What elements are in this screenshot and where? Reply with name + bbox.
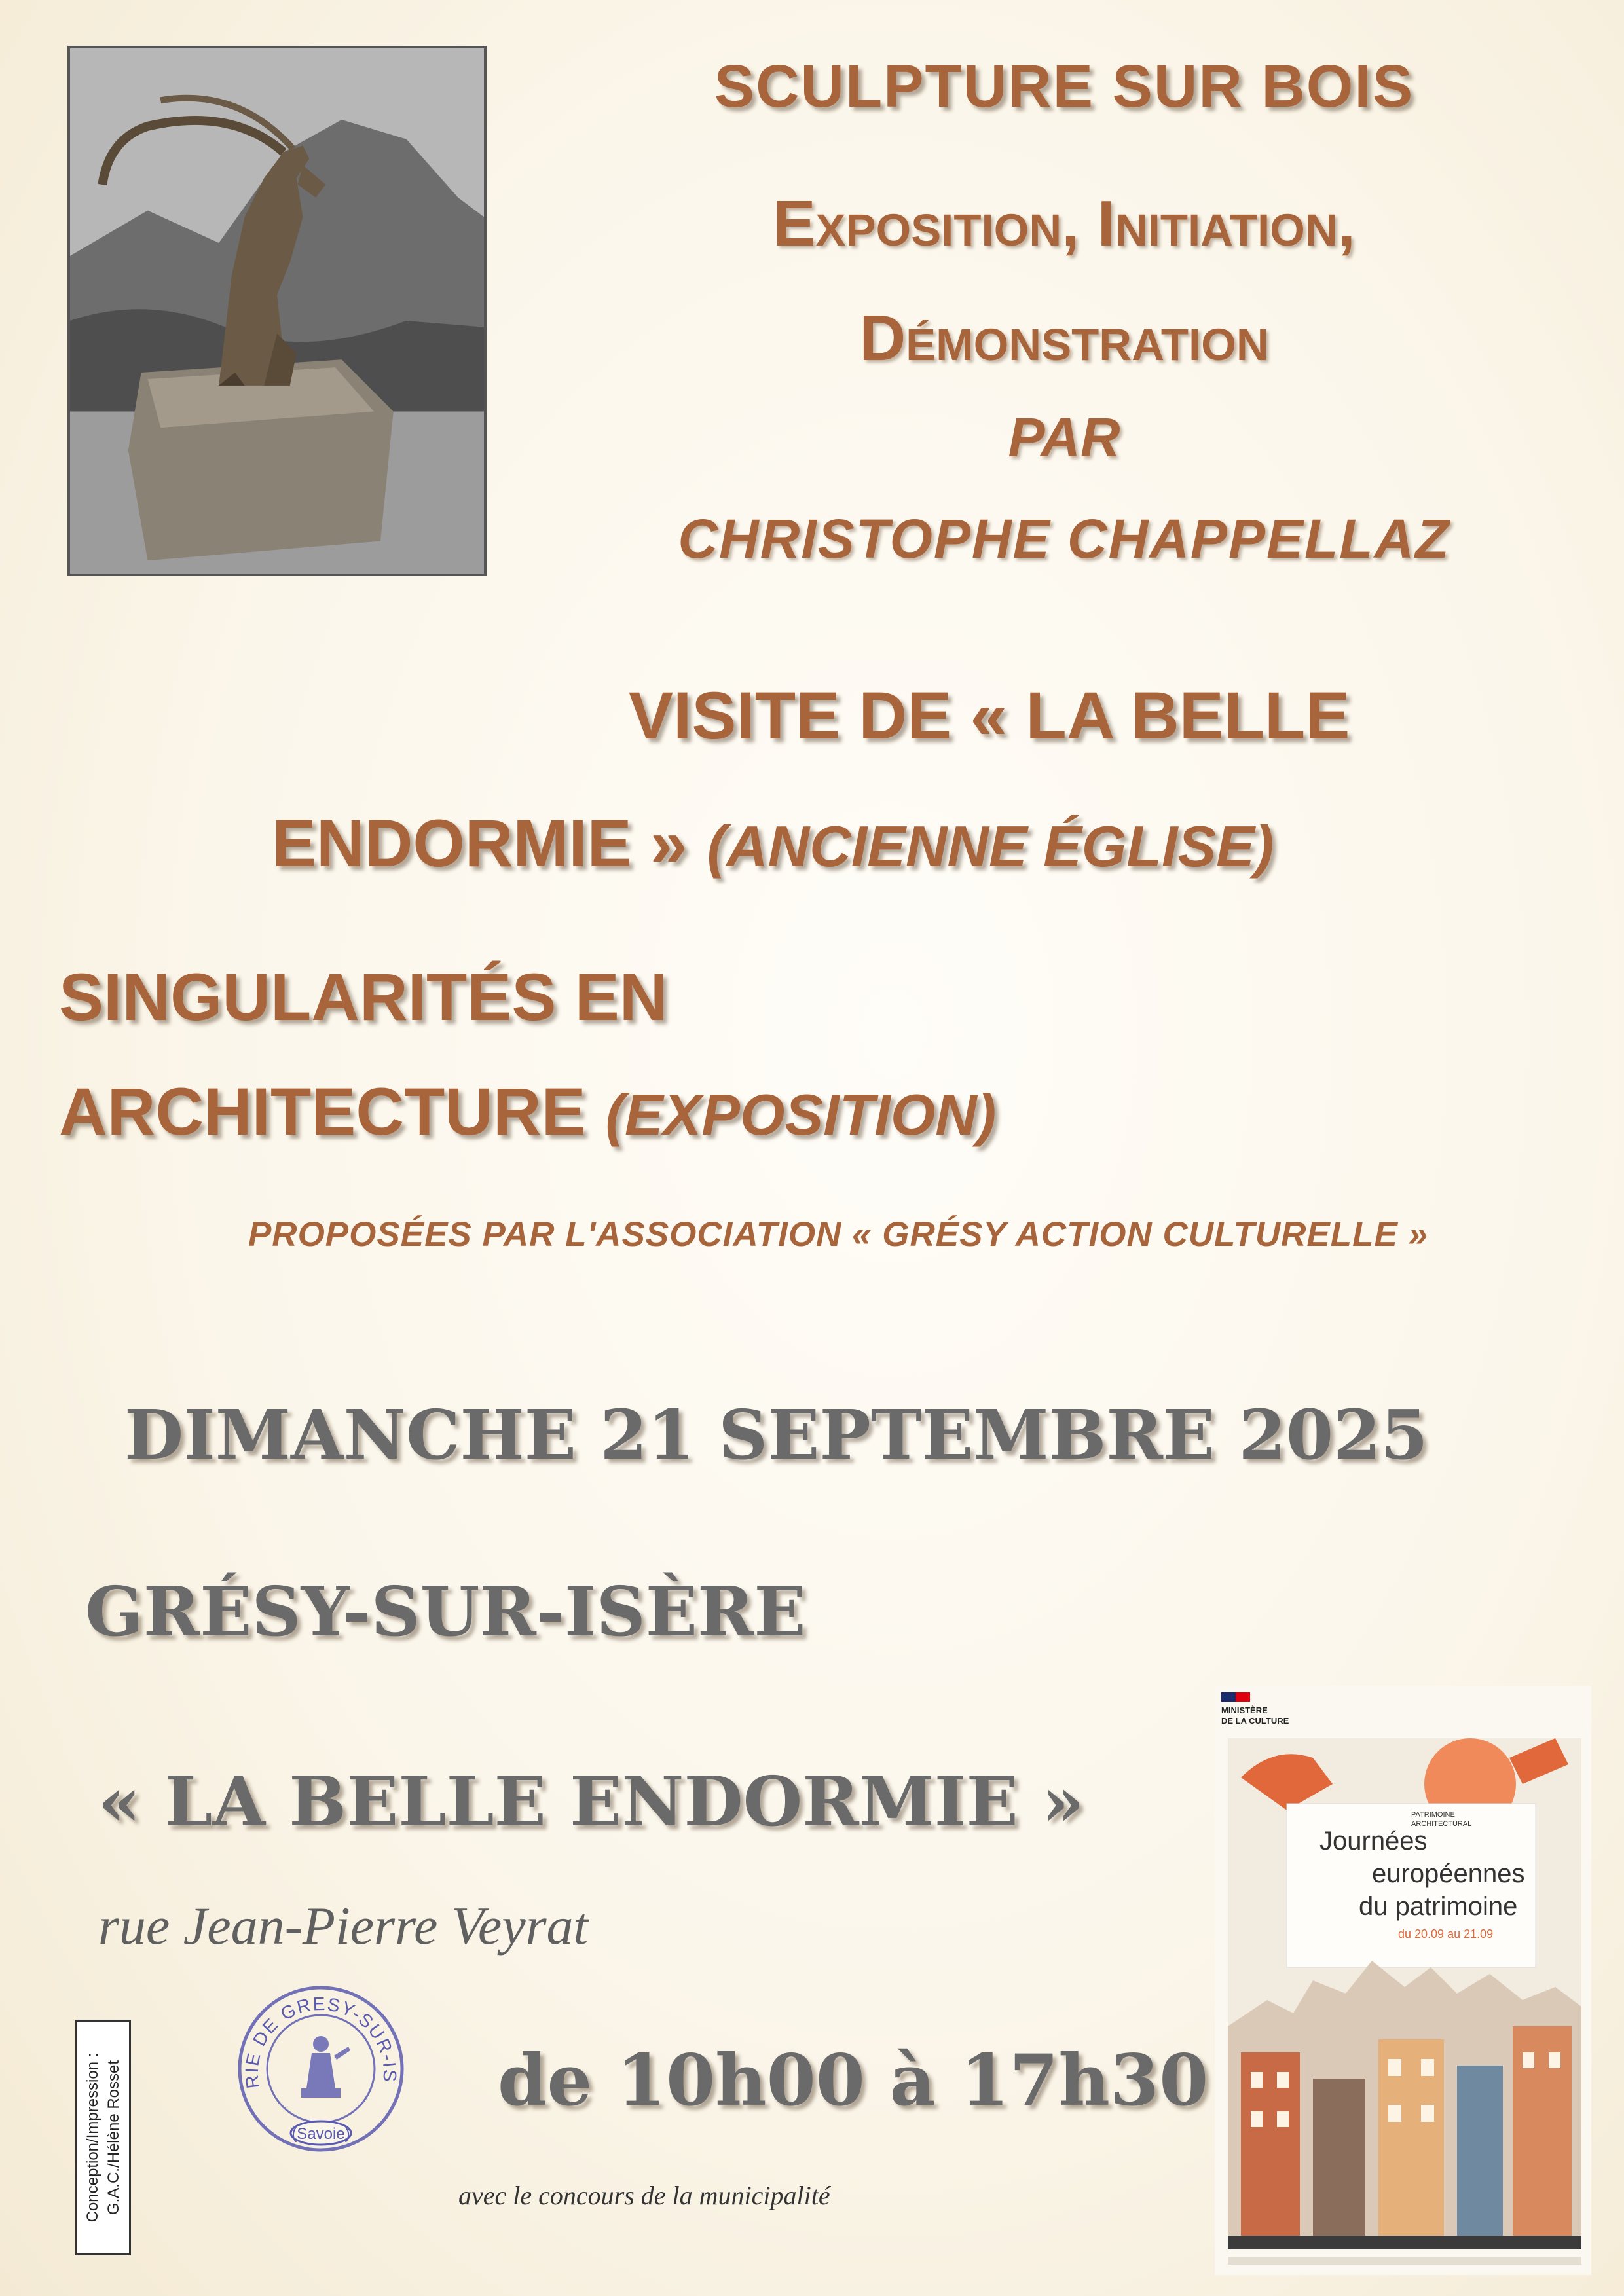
svg-text:du patrimoine: du patrimoine [1359,1892,1518,1921]
title-sculpture-sur-bois: SCULPTURE SUR BOIS [714,53,1414,120]
mairie-stamp [236,1984,406,2154]
conception-text [83,2053,124,2223]
event-hours: de 10h00 à 17h30 [498,2039,1209,2122]
singularites-architecture: ARCHITECTURE [59,1074,586,1149]
svg-text:MINISTÈRE: MINISTÈRE [1221,1705,1268,1715]
svg-text:du 20.09 au 21.09: du 20.09 au 21.09 [1398,1927,1494,1941]
svg-text:MAIRIE DE GRESY-SUR-ISERE: RIE DE GRESY-SUR-IS [241,1994,401,2090]
ibex-sculpture-photo [67,46,487,576]
svg-text:européennes: européennes [1372,1859,1525,1888]
event-city: GRÉSY-SUR-ISÈRE [85,1571,806,1652]
visite-heading-line-2 [272,805,1274,882]
svg-text:ARCHITECTURAL: ARCHITECTURAL [1411,1820,1472,1828]
svg-text:DE LA CULTURE: DE LA CULTURE [1221,1716,1289,1726]
event-venue: « LA BELLE ENDORMIE » [98,1761,1084,1842]
visite-heading-line-1: VISITE DE « LA BELLE [629,678,1350,753]
svg-text:Journées: Journées [1320,1827,1428,1855]
visite-heading-endormie: ENDORMIE » [272,806,688,881]
ibex-sculpture-illustration [70,48,484,574]
singularites-heading-line-2 [59,1074,996,1150]
singularites-heading-line-1: SINGULARITÉS EN [59,960,668,1034]
event-street: rue Jean-Pierre Veyrat [98,1896,589,1956]
subtitle-exposition-initiation: Exposition, Initiation, [773,187,1356,259]
conception-box [75,2020,131,2255]
svg-text:PATRIMOINE: PATRIMOINE [1411,1811,1455,1819]
proposees-par-association: PROPOSÉES PAR L'ASSOCIATION « GRÉSY ACTION CULTURELLE » [248,1215,1429,1254]
jep-poster-illustration [1215,1686,1591,2275]
artist-name: CHRISTOPHE CHAPPELLAZ [678,508,1450,570]
visite-subtitle: (ANCIENNE ÉGLISE) [707,814,1274,879]
jep-poster [1215,1686,1591,2275]
singularites-subtitle: (EXPOSITION) [605,1082,997,1147]
par-label: PAR [1008,407,1120,468]
svg-text:(Savoie): (Savoie) [291,2125,350,2143]
municipality-credit: avec le concours de la municipalité [458,2181,830,2210]
subtitle-demonstration: Démonstration [859,302,1269,374]
conception-line-2: G.A.C./Hélène Rosset [104,2060,122,2215]
conception-line-1: Conception/Impression : [83,2052,101,2223]
event-date: DIMANCHE 21 SEPTEMBRE 2025 [124,1394,1428,1475]
stamp-seal-icon [236,1984,406,2154]
